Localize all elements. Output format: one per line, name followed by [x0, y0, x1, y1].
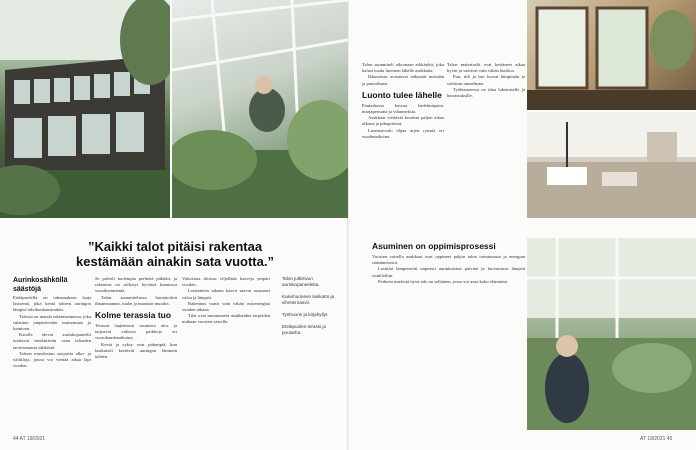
- body-paragraph: Luonnonvalo ohjaa arjen rytmiä eri vuodenaikoina.: [362, 127, 444, 139]
- right-column-3: [372, 238, 525, 285]
- body-paragraph: Talon suunnittelussa huomioitiin ilmansuunnat, tuulet ja maaston muodot.: [95, 294, 177, 306]
- body-paragraph: Terassit laajentavat asumista ulos ja tarjoavat valoisia paikkoja eri vuorokaudenaikoina.: [95, 323, 177, 341]
- body-paragraph: Talon materiaalit ovat kestäneet aikaa hyvin ja vaativat vain vähän huoltoa.: [447, 62, 525, 74]
- body-paragraph: Talossa on matala rakennusmassa, joka sulautuu ympäröivään maisemaan ja luontoon.: [13, 313, 92, 332]
- body-paragraph: Puu, tiili ja lasi luovat lämpimän ja valoisan tunnelman.: [447, 74, 525, 86]
- body-paragraph: Taloon muodostuu suojaisia ulko- ja välitiloja, joissa voi viettää aikaa läpi vuoden.: [13, 350, 91, 369]
- body-paragraph: Katolla olevat aurinkopaneelit tuottavat merkittävän osan talouden tarvitsemasta sähköstä.: [13, 332, 91, 350]
- left-column-3: [182, 276, 270, 326]
- photo-caption: Talon julkisivun aurinkopaneeleita.: [282, 276, 320, 287]
- body-paragraph: Työhuoneessa on tilaa lukemiselle ja harrastuksille.: [447, 86, 525, 99]
- body-paragraph: Asukkaat viettävät kesäisin paljon aikaa ulkona ja pihapiirissä.: [362, 115, 444, 127]
- body-paragraph: Se palveli molempia perheitä pitkään, ja rakennus on säilynyt hyvässä kunnossa vuosikymmeniä.: [95, 276, 177, 294]
- section-heading: Asuminen on oppimisprosessi: [372, 241, 496, 251]
- body-paragraph: Puutarhassa kasvaa hedelmäpuita, marjapensaita ja vihanneksia.: [362, 102, 444, 115]
- body-paragraph: Lasitilat lämpenevät nopeasti aurinkoisina päivinä ja luovuttavat lämpöä sisätiloihin.: [372, 266, 525, 278]
- photo-caption: Kasvihuoneen lasikatto ja vihreät kasvit.: [282, 294, 335, 305]
- body-paragraph: Kevät ja syksy ovat pidempiä, kun lasikuistit keräävät auringon lämmön talteen.: [95, 341, 177, 360]
- body-paragraph: Talon suunnitteli aikoinaan arkkitehti, joka halusi tuoda luonnon lähelle asukkaita.: [362, 62, 444, 74]
- body-paragraph: Tilat ovat muuntuneet asukkaiden tarpeiden mukaan vuosien varrella.: [182, 313, 270, 325]
- greenhouse-gardener-photo: [172, 0, 348, 218]
- left-column-1: [13, 276, 91, 369]
- pull-quote: ”Kaikki talot pitäisi rakentaa kestämään ainakin sata vuotta.”: [76, 239, 274, 269]
- right-column-1: [362, 62, 444, 140]
- body-paragraph: Rakennus vaatii vain vähän ostoenergiaa vuoden aikana.: [182, 300, 270, 313]
- interior-window-photo: [527, 0, 696, 110]
- house-exterior-photo: [0, 0, 170, 218]
- page-number-left: 44 AT 19/2021: [13, 436, 46, 442]
- page-number-right: AT 19/2021 45: [640, 436, 673, 442]
- photo-caption: Eteläpuolen terassi ja puutarha.: [282, 324, 326, 335]
- section-heading: Luonto tulee lähelle: [362, 89, 442, 100]
- body-paragraph: Perheen mielestä hyvä talo on sellainen, jossa voi asua koko elämänsä.: [378, 278, 509, 284]
- left-column-2: [95, 276, 177, 360]
- resident-portrait-photo: [527, 238, 696, 430]
- section-heading: Aurinkosähköllä säästöjä: [13, 277, 68, 293]
- body-paragraph: Valoisissa tiloissa viljellään kasveja ympäri vuoden.: [182, 276, 270, 288]
- section-heading: Kolme terassia tuo: [95, 310, 172, 321]
- desk-study-photo: [527, 112, 696, 218]
- body-paragraph: Lasiseinien takana kasvit saavat runsaasti valoa ja lämpöä.: [182, 288, 270, 300]
- body-paragraph: Vuosien varrella asukkaat ovat oppineet paljon talon toiminnasta ja energian säästämisestä.: [372, 254, 525, 266]
- photo-caption: Työhuone ja kirjahyllyt.: [282, 312, 329, 317]
- right-column-2: [447, 62, 525, 99]
- photo-captions: [282, 276, 340, 342]
- body-paragraph: Eteläpuolella on rakennuksen laaja lasiseinä, joka kerää talteen auringon lämpöä talvikuukausinakin.: [13, 295, 91, 313]
- body-paragraph: Ikkunoista avautuvat näkymät metsään ja puutarhaan.: [362, 74, 444, 86]
